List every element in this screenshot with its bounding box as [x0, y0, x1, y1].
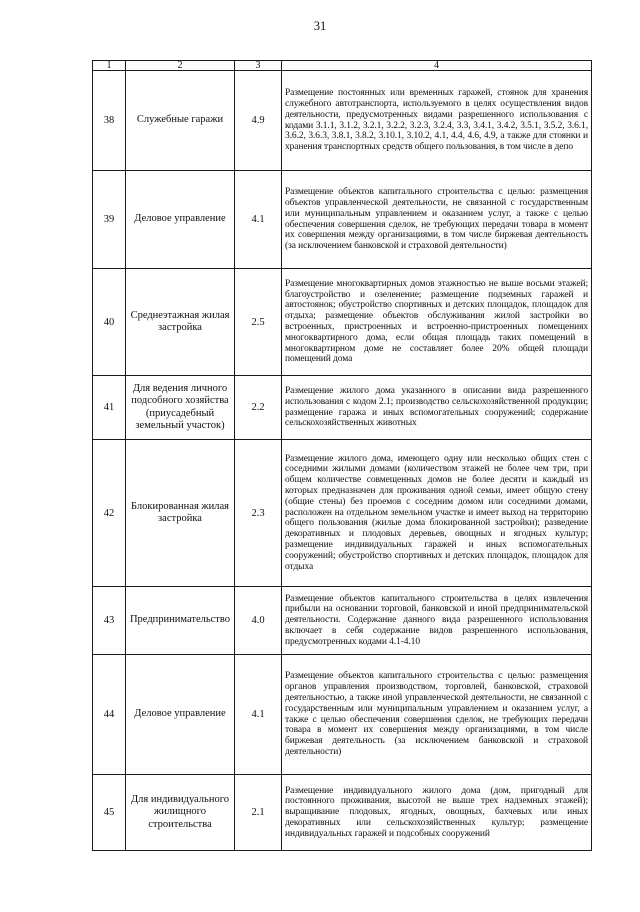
page-number: 31 [313, 19, 327, 33]
table-row [93, 775, 592, 851]
land-use-name: Деловое управление [126, 171, 235, 269]
header-col-2: 2 [126, 61, 235, 71]
land-use-name: Служебные гаражи [126, 71, 235, 171]
land-use-description: Размещение объектов капитального строительства с целью: размещения органов управления производством, торговлей, банковской, страховой деятельностью, а также иной управленческой деятельности, не связанной с государственным или муниципальным управлением и оказанием услуг, а также с целью обеспечения совершения сделок, не требующих передачи товара в момент их совершения между организациями, в том числе биржевая деятельность (за исключением банковской и страховой деятельности) [282, 655, 592, 775]
land-use-name: Для индивидуального жилищного строительства [126, 775, 235, 851]
table-row [93, 269, 592, 376]
row-number: 41 [93, 376, 126, 440]
land-use-name: Для ведения личного подсобного хозяйства (приусадебный земельный участок) [126, 376, 235, 440]
row-number: 43 [93, 587, 126, 655]
land-use-description: Размещение жилого дома, имеющего одну или несколько общих стен с соседними жилыми домами (количеством этажей не более чем три, при общем количестве совмещенных домов не более десяти и каждый из которых предназначен для проживания одной семьи, имеет общую стену (общие стены) без проемов с соседним домом или соседними домами, расположен на отдельном земельном участке и имеет выход на территорию общего пользования (жилые дома блокированной застройки); разведение декоративных и плодовых деревьев, овощных и ягодных культур; размещение индивидуальных гаражей и иных вспомогательных сооружений; обустройство спортивных и детских площадок, площадок для отдыха [282, 440, 592, 587]
table-row [93, 440, 592, 587]
land-use-code: 2.1 [235, 775, 282, 851]
row-number: 42 [93, 440, 126, 587]
land-use-description: Размещение индивидуального жилого дома (дом, пригодный для постоянного проживания, высотой не выше трех надземных этажей); выращивание плодовых, ягодных, овощных, бахчевых или иных декоративных или сельскохозяйственных культур; размещение индивидуальных гаражей и подсобных сооружений [282, 775, 592, 851]
land-use-code: 4.0 [235, 587, 282, 655]
table-row [93, 376, 592, 440]
table-header-row [93, 61, 592, 71]
land-use-description: Размещение постоянных или временных гаражей, стоянок для хранения служебного автотранспорта, используемого в целях осуществления видов деятельности, предусмотренных видами разрешенного использования с кодами 3.1.1, 3.1.2, 3.2.1, 3.2.2, 3.2.3, 3.2.4, 3.3, 3.4.1, 3.4.2, 3.5.1, 3.5.2, 3.6.1, 3.6.2, 3.6.3, 3.8.1, 3.8.2, 3.10.1, 3.10.2, 4.1, 4.4, 4.6, 4.9, а также для стоянки и хранения транспортных средств общего пользования, в том числе в депо [282, 71, 592, 171]
land-use-code: 2.3 [235, 440, 282, 587]
row-number: 45 [93, 775, 126, 851]
land-use-description: Размещение многоквартирных домов этажностью не выше восьми этажей; благоустройство и озеленение; размещение подземных гаражей и автостоянок; обустройство спортивных и детских площадок, площадок для отдыха; размещение объектов обслуживания жилой застройки во встроенных, пристроенных и встроенно-пристроенных помещениях многоквартирного дома, если общая площадь таких помещений в многоквартирном доме не составляет более 20% общей площади помещений дома [282, 269, 592, 376]
land-use-code: 4.1 [235, 655, 282, 775]
land-use-code: 2.5 [235, 269, 282, 376]
land-use-name: Деловое управление [126, 655, 235, 775]
table-row [93, 171, 592, 269]
land-use-code: 4.9 [235, 71, 282, 171]
land-use-table [92, 60, 592, 851]
land-use-name: Среднеэтажная жилая застройка [126, 269, 235, 376]
header-col-4: 4 [282, 61, 592, 71]
land-use-name: Предпринимательство [126, 587, 235, 655]
header-col-1: 1 [93, 61, 126, 71]
table-row [93, 587, 592, 655]
land-use-code: 2.2 [235, 376, 282, 440]
header-col-3: 3 [235, 61, 282, 71]
row-number: 39 [93, 171, 126, 269]
land-use-name: Блокированная жилая застройка [126, 440, 235, 587]
row-number: 44 [93, 655, 126, 775]
row-number: 38 [93, 71, 126, 171]
table-row [93, 71, 592, 171]
row-number: 40 [93, 269, 126, 376]
land-use-description: Размещение объектов капитального строительства в целях извлечения прибыли на основании торговой, банковской и иной предпринимательской деятельности. Содержание данного вида разрешенного использования включает в себя содержание видов разрешенного использования, предусмотренных кодами 4.1-4.10 [282, 587, 592, 655]
land-use-description: Размещение жилого дома указанного в описании вида разрешенного использования с кодом 2.1; производство сельскохозяйственной продукции; размещение гаража и иных вспомогательных сооружений; содержание сельскохозяйственных животных [282, 376, 592, 440]
land-use-description: Размещение объектов капитального строительства с целью: размещения объектов управленческой деятельности, не связанной с государственным или муниципальным управлением и оказанием услуг, а также с целью обеспечения совершения сделок, не требующих передачи товара в момент их совершения между организациями, в том числе биржевая деятельность (за исключением банковской и страховой деятельности) [282, 171, 592, 269]
table-row [93, 655, 592, 775]
land-use-code: 4.1 [235, 171, 282, 269]
